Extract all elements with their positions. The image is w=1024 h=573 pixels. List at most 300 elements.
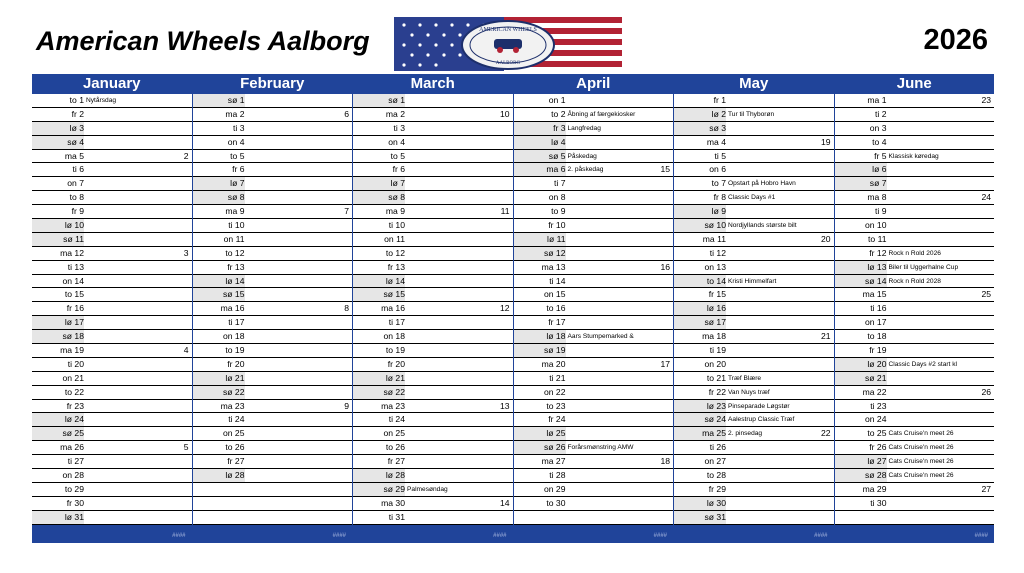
day-row <box>353 316 513 330</box>
day-row <box>193 316 353 330</box>
day-label: ma 20 <box>541 358 566 369</box>
day-row <box>193 469 353 483</box>
day-row <box>514 122 674 136</box>
event-label: Aalestrup Classic Træf <box>728 416 795 424</box>
day-label: to 19 <box>225 345 245 356</box>
day-row <box>514 94 674 108</box>
day-label: fr 6 <box>392 164 405 175</box>
day-row <box>835 150 995 164</box>
day-row <box>674 163 834 177</box>
day-row <box>835 427 995 441</box>
day-row <box>835 177 995 191</box>
day-row <box>514 455 674 469</box>
day-row <box>835 219 995 233</box>
day-row <box>835 261 995 275</box>
day-row <box>514 233 674 247</box>
day-list <box>674 94 834 525</box>
day-label: ma 12 <box>60 247 84 258</box>
day-label: ti 13 <box>67 261 84 272</box>
event-label: Classic Days #2 start kl <box>888 360 958 368</box>
day-label: lø 11 <box>514 233 566 246</box>
day-label: to 5 <box>230 150 245 161</box>
day-row <box>32 233 192 247</box>
month-column-april <box>514 74 675 543</box>
day-row <box>32 261 192 275</box>
day-row <box>835 330 995 344</box>
day-label: fr 3 <box>514 122 566 135</box>
day-label: sø 15 <box>193 288 245 301</box>
month-column-june <box>835 74 995 543</box>
day-row <box>193 233 353 247</box>
day-label: ti 23 <box>870 400 887 411</box>
calendar-title: American Wheels Aalborg <box>36 26 370 56</box>
day-list <box>835 94 995 525</box>
footer-mark: #### <box>332 533 346 539</box>
event-label: Kristi Himmelfart <box>728 277 777 285</box>
day-label: ti 10 <box>228 220 245 231</box>
week-number: 19 <box>820 136 831 147</box>
day-row <box>835 497 995 511</box>
day-row <box>514 288 674 302</box>
day-row <box>514 163 674 177</box>
day-label: ti 3 <box>233 122 245 133</box>
day-label: lø 20 <box>835 358 887 371</box>
day-label: ma 26 <box>60 442 84 453</box>
day-row <box>353 247 513 261</box>
day-row <box>32 372 192 386</box>
day-label: to 16 <box>546 303 566 314</box>
day-row <box>835 275 995 289</box>
day-row <box>193 483 353 497</box>
day-row <box>514 191 674 205</box>
event-label: Opstart på Hobro Havn <box>728 180 796 188</box>
day-label: to 12 <box>225 247 245 258</box>
day-row <box>32 219 192 233</box>
day-label: on 7 <box>67 178 84 189</box>
week-number: 20 <box>820 233 831 244</box>
day-row <box>32 344 192 358</box>
day-row <box>193 219 353 233</box>
day-row <box>674 302 834 316</box>
day-row <box>835 108 995 122</box>
calendar-year: 2026 <box>923 24 988 56</box>
day-label: fr 8 <box>713 192 726 203</box>
day-row <box>674 483 834 497</box>
day-row <box>674 413 834 427</box>
day-row <box>353 344 513 358</box>
day-row <box>674 205 834 219</box>
month-column-may <box>674 74 835 543</box>
day-label: ti 27 <box>67 456 84 467</box>
day-row <box>674 316 834 330</box>
day-row <box>353 150 513 164</box>
month-header: March <box>353 74 513 94</box>
day-row <box>674 94 834 108</box>
month-header: February <box>193 74 353 94</box>
day-label: sø 12 <box>514 247 566 260</box>
footer-mark: #### <box>172 533 186 539</box>
day-label: on 15 <box>543 289 566 300</box>
day-row <box>674 177 834 191</box>
day-label: sø 4 <box>32 136 84 149</box>
footer-mark: #### <box>493 533 507 539</box>
day-row <box>514 358 674 372</box>
day-row <box>353 191 513 205</box>
week-number: 8 <box>344 303 349 314</box>
day-row <box>353 177 513 191</box>
day-row <box>353 122 513 136</box>
day-label: to 5 <box>390 150 405 161</box>
day-row <box>674 441 834 455</box>
day-label: fr 22 <box>708 386 726 397</box>
day-row <box>514 400 674 414</box>
day-row <box>32 316 192 330</box>
month-column-february <box>193 74 354 543</box>
day-row <box>193 413 353 427</box>
day-row <box>674 150 834 164</box>
week-number: 23 <box>981 95 991 105</box>
day-label: fr 24 <box>548 414 566 425</box>
week-number: 4 <box>183 345 189 356</box>
day-row <box>835 205 995 219</box>
day-row <box>353 108 513 122</box>
day-row <box>193 344 353 358</box>
day-label: sø 22 <box>193 386 245 399</box>
day-row <box>32 108 192 122</box>
day-row <box>353 455 513 469</box>
event-label: Cats Cruise'n meet 26 <box>888 458 954 466</box>
month-footer <box>193 525 353 543</box>
day-row <box>674 247 834 261</box>
day-label: ma 9 <box>225 206 245 217</box>
day-row <box>32 497 192 511</box>
day-label: ma 1 <box>867 95 887 105</box>
day-label: sø 29 <box>353 483 405 496</box>
day-row <box>353 288 513 302</box>
day-label: fr 16 <box>66 303 84 314</box>
week-number: 16 <box>660 261 670 272</box>
day-label: ti 17 <box>228 317 245 328</box>
day-label: to 29 <box>64 483 84 494</box>
day-row <box>193 275 353 289</box>
footer-mark: #### <box>653 533 667 539</box>
day-label: lø 28 <box>193 469 245 482</box>
day-row <box>193 288 353 302</box>
day-row <box>193 455 353 469</box>
day-row <box>514 413 674 427</box>
day-label: fr 9 <box>71 206 84 217</box>
day-row <box>514 497 674 511</box>
week-number: 15 <box>660 164 670 175</box>
event-label: Van Nuys træf <box>728 388 770 396</box>
day-row <box>193 261 353 275</box>
day-row <box>514 316 674 330</box>
day-row <box>835 191 995 205</box>
event-label: Træf Blære <box>728 374 762 382</box>
day-label: ma 29 <box>862 483 887 494</box>
week-number: 21 <box>820 331 831 342</box>
day-label: fr 13 <box>387 261 405 272</box>
event-label: Palmesøndag <box>407 485 448 493</box>
day-label: on 22 <box>543 386 566 397</box>
day-label: lø 31 <box>32 511 84 524</box>
event-label: Cats Cruise'n meet 26 <box>888 444 954 452</box>
day-label: on 1 <box>548 95 566 105</box>
day-label: to 2 <box>551 108 566 119</box>
day-label: lø 27 <box>835 455 887 468</box>
day-label: ma 23 <box>220 400 245 411</box>
day-row <box>193 122 353 136</box>
day-label: to 11 <box>868 233 887 244</box>
day-row <box>193 400 353 414</box>
day-label: sø 3 <box>674 122 726 135</box>
day-row <box>193 177 353 191</box>
day-label: on 11 <box>223 233 245 244</box>
day-label: lø 25 <box>514 427 566 440</box>
day-label: lø 10 <box>32 219 84 232</box>
day-label: ma 25 <box>674 427 726 440</box>
day-label: ti 26 <box>709 442 726 453</box>
day-row <box>835 386 995 400</box>
day-row <box>674 400 834 414</box>
day-list <box>32 94 192 525</box>
event-label: Klassisk køredag <box>888 152 939 160</box>
day-label: fr 20 <box>227 358 245 369</box>
event-label: Classic Days #1 <box>728 194 776 202</box>
day-row <box>514 219 674 233</box>
day-label: fr 20 <box>387 358 405 369</box>
day-row <box>32 205 192 219</box>
day-row <box>32 177 192 191</box>
day-row <box>835 302 995 316</box>
month-header: May <box>674 74 834 94</box>
day-row <box>193 136 353 150</box>
day-label: on 10 <box>864 220 887 231</box>
day-row <box>32 94 192 108</box>
month-footer <box>32 525 192 543</box>
day-label: on 24 <box>864 414 887 425</box>
week-number: 26 <box>981 386 991 397</box>
day-row <box>514 469 674 483</box>
day-label: ma 9 <box>385 206 405 217</box>
day-label: lø 28 <box>353 469 405 482</box>
day-row <box>353 400 513 414</box>
day-label: lø 17 <box>32 316 84 329</box>
day-label: sø 5 <box>514 150 566 163</box>
day-label: to 1 <box>69 95 84 105</box>
day-label: ti 9 <box>875 206 887 217</box>
day-row <box>193 191 353 205</box>
day-label: lø 9 <box>674 205 726 218</box>
day-row <box>353 275 513 289</box>
day-label: fr 2 <box>71 108 84 119</box>
day-row <box>835 483 995 497</box>
day-label: sø 14 <box>835 275 887 288</box>
week-number: 22 <box>820 428 831 439</box>
day-label: sø 1 <box>193 94 245 107</box>
day-label: fr 12 <box>869 247 887 258</box>
day-label: on 28 <box>62 470 84 481</box>
event-label: Cats Cruise'n meet 26 <box>888 430 954 438</box>
day-label: ma 23 <box>381 400 405 411</box>
month-header: January <box>32 74 192 94</box>
day-list <box>514 94 674 525</box>
day-label: fr 5 <box>874 150 887 161</box>
day-row <box>353 358 513 372</box>
week-number: 25 <box>981 289 991 300</box>
day-label: on 18 <box>383 331 405 342</box>
day-row <box>32 191 192 205</box>
day-label: lø 7 <box>353 177 405 190</box>
day-label: on 13 <box>704 261 726 272</box>
day-label: lø 7 <box>193 177 245 190</box>
day-row <box>353 413 513 427</box>
day-label: ti 2 <box>875 108 887 119</box>
day-row <box>835 372 995 386</box>
day-label: ma 19 <box>60 345 84 356</box>
event-label: 2. påskedag <box>567 166 604 174</box>
day-label: ti 28 <box>549 470 566 481</box>
day-row <box>32 275 192 289</box>
day-row <box>835 316 995 330</box>
day-row <box>32 330 192 344</box>
day-label: on 20 <box>704 358 726 369</box>
day-label: ma 13 <box>541 261 566 272</box>
day-row <box>835 136 995 150</box>
event-label: Biler til Uggerhalne Cup <box>888 263 959 271</box>
day-label: ti 14 <box>549 275 566 286</box>
day-label: fr 27 <box>387 456 405 467</box>
day-row <box>353 261 513 275</box>
day-row <box>674 469 834 483</box>
day-label: on 6 <box>709 164 726 175</box>
day-row <box>193 511 353 525</box>
day-row <box>353 302 513 316</box>
day-row <box>32 358 192 372</box>
day-label: to 28 <box>706 470 726 481</box>
month-footer <box>514 525 674 543</box>
day-row <box>193 441 353 455</box>
day-row <box>193 358 353 372</box>
day-label: ti 6 <box>72 164 84 175</box>
day-label: lø 16 <box>674 302 726 315</box>
day-row <box>674 191 834 205</box>
american-wheels-logo <box>394 17 622 71</box>
day-row <box>835 358 995 372</box>
day-row <box>32 427 192 441</box>
day-label: sø 21 <box>835 372 887 385</box>
day-row <box>32 302 192 316</box>
day-label: fr 17 <box>548 317 566 328</box>
day-label: lø 21 <box>193 372 245 385</box>
day-label: ma 15 <box>862 289 887 300</box>
day-row <box>514 136 674 150</box>
day-label: sø 1 <box>353 94 405 107</box>
day-label: ti 21 <box>549 372 566 383</box>
day-row <box>514 108 674 122</box>
day-row <box>674 372 834 386</box>
day-label: sø 10 <box>674 219 726 232</box>
day-row <box>193 205 353 219</box>
day-label: on 4 <box>227 136 245 147</box>
month-footer <box>835 525 995 543</box>
day-label: to 7 <box>711 178 726 189</box>
day-label: ti 3 <box>393 122 405 133</box>
week-number: 6 <box>344 108 349 119</box>
event-label: Forårsmønstring AMW <box>567 444 634 452</box>
day-label: lø 6 <box>835 163 887 176</box>
week-number: 3 <box>183 247 189 258</box>
day-row <box>674 386 834 400</box>
day-label: ma 4 <box>706 136 726 147</box>
week-number: 11 <box>500 206 510 217</box>
event-label: Langfredag <box>567 124 601 132</box>
week-number: 17 <box>660 358 670 369</box>
day-row <box>674 427 834 441</box>
month-column-january <box>32 74 193 543</box>
day-label: sø 24 <box>674 413 726 426</box>
day-row <box>32 455 192 469</box>
day-row <box>353 219 513 233</box>
day-label: ma 11 <box>702 233 726 244</box>
day-row <box>32 288 192 302</box>
day-row <box>674 497 834 511</box>
day-label: to 9 <box>551 206 566 217</box>
day-row <box>674 233 834 247</box>
day-row <box>514 330 674 344</box>
day-row <box>514 150 674 164</box>
day-label: to 21 <box>706 372 726 383</box>
day-label: lø 30 <box>674 497 726 510</box>
event-label: Rock n Rold 2028 <box>888 277 941 285</box>
day-label: to 25 <box>867 428 887 439</box>
day-label: sø 26 <box>514 441 566 454</box>
day-label: ti 31 <box>388 511 405 522</box>
week-number: 10 <box>499 108 510 119</box>
day-label: on 4 <box>388 136 405 147</box>
day-row <box>674 344 834 358</box>
day-label: ma 30 <box>381 497 405 508</box>
day-label: sø 31 <box>674 511 726 524</box>
day-row <box>514 177 674 191</box>
day-label: lø 13 <box>835 261 887 274</box>
week-number: 7 <box>344 206 349 217</box>
day-row <box>32 163 192 177</box>
day-row <box>674 108 834 122</box>
day-label: lø 14 <box>353 275 405 288</box>
day-label: ma 2 <box>225 108 245 119</box>
day-label: on 17 <box>864 317 887 328</box>
day-label: sø 15 <box>353 288 405 301</box>
day-row <box>514 386 674 400</box>
day-label: ti 24 <box>388 414 405 425</box>
event-label: Tur til Thyborøn <box>728 110 775 118</box>
day-label: ma 16 <box>381 303 405 314</box>
day-label: sø 7 <box>835 177 887 190</box>
event-label: 2. pinsedag <box>728 430 763 438</box>
day-label: lø 24 <box>32 413 84 426</box>
event-label: Pinseparade Løgstør <box>728 402 790 410</box>
day-row <box>835 441 995 455</box>
day-label: to 30 <box>546 497 566 508</box>
day-label: to 14 <box>674 275 726 288</box>
day-label: fr 13 <box>227 261 245 272</box>
week-number: 2 <box>183 150 189 161</box>
day-label: ma 16 <box>220 303 245 314</box>
day-row <box>32 511 192 525</box>
day-row <box>835 122 995 136</box>
day-row <box>514 344 674 358</box>
